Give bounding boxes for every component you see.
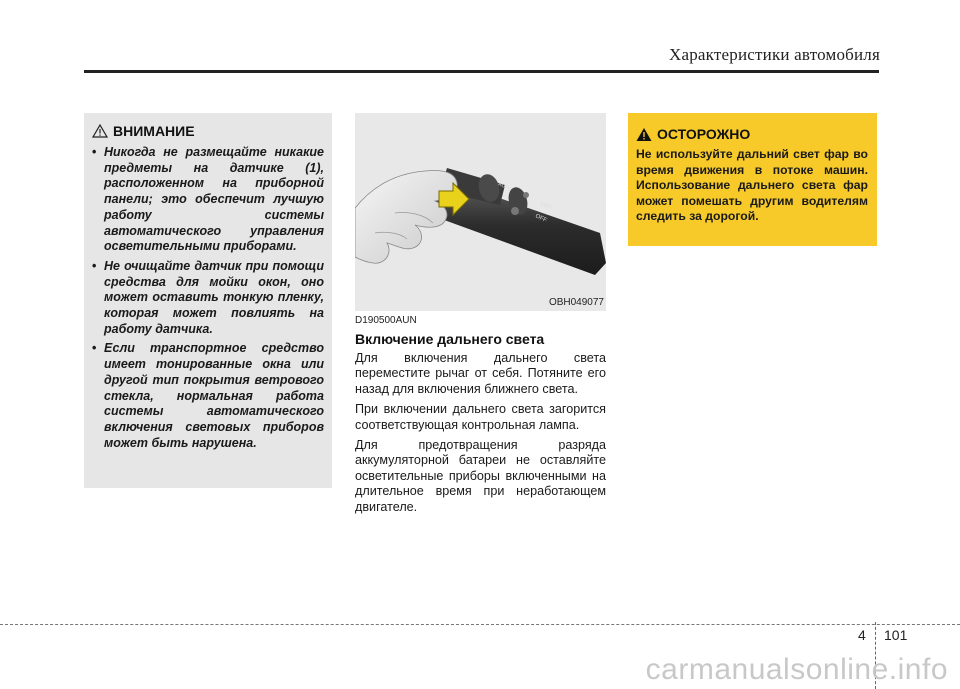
section-paragraph: Для предотвращения разряда аккумуляторной батареи не оставляйте осветительные приборы включенными на длительное время при неработающем двигателе. bbox=[355, 438, 606, 514]
switch-label: AUTO bbox=[497, 181, 513, 193]
warning-list bbox=[92, 145, 324, 455]
switch-label: OFF bbox=[534, 213, 548, 224]
lever-illustration bbox=[355, 113, 606, 311]
warning-heading bbox=[92, 123, 195, 139]
warning-triangle-icon bbox=[92, 124, 108, 138]
section-paragraph: Для включения дальнего света переместите рычаг от себя. Потяните его назад для включения ближнего света. bbox=[355, 351, 606, 396]
section-body bbox=[355, 351, 606, 520]
caution-text: Не используйте дальний свет фар во время движения в потоке машин. Использование дальнего света фар может помешать другим водителям следить за дорогой. bbox=[636, 147, 868, 224]
warning-title: ВНИМАНИЕ bbox=[113, 123, 195, 139]
headlight-lever-photo bbox=[355, 113, 606, 311]
caution-heading bbox=[636, 126, 750, 142]
figure-code: OBH049077 bbox=[548, 297, 604, 308]
section-paragraph: При включении дальнего света загорится соответствующая контрольная лампа. bbox=[355, 402, 606, 432]
section-title: Включение дальнего света bbox=[355, 331, 545, 347]
warning-item: • Если транспортное средство имеет тонированные окна или другой тип покрытия ветрового стекла, нормальная работа системы автоматического включения световых приборов может быть нарушена. bbox=[92, 341, 324, 451]
chapter-number: 4 bbox=[858, 627, 866, 643]
switch-label: OFF bbox=[539, 201, 553, 212]
warning-item: • Никогда не размещайте никакие предметы на датчике (1), расположенном на приборной панели; это обеспечит лучшую работу системы автоматического управления осветительными приборами. bbox=[92, 145, 324, 255]
page-header-title: Характеристики автомобиля bbox=[669, 45, 880, 64]
caution-title: ОСТОРОЖНО bbox=[657, 126, 751, 142]
header-rule bbox=[84, 70, 879, 73]
warning-item: • Не очищайте датчик при помощи средства для мойки окон, оно может оставить тонкую пленку, которая может повлиять на работу датчика. bbox=[92, 259, 324, 338]
section-code: D190500AUN bbox=[355, 315, 417, 326]
caution-triangle-icon bbox=[636, 127, 652, 142]
footer-rule bbox=[0, 624, 960, 625]
caution-box bbox=[628, 113, 877, 246]
warning-box bbox=[84, 113, 332, 488]
page-number: 101 bbox=[884, 627, 908, 643]
watermark: carmanualsonline.info bbox=[645, 653, 948, 686]
